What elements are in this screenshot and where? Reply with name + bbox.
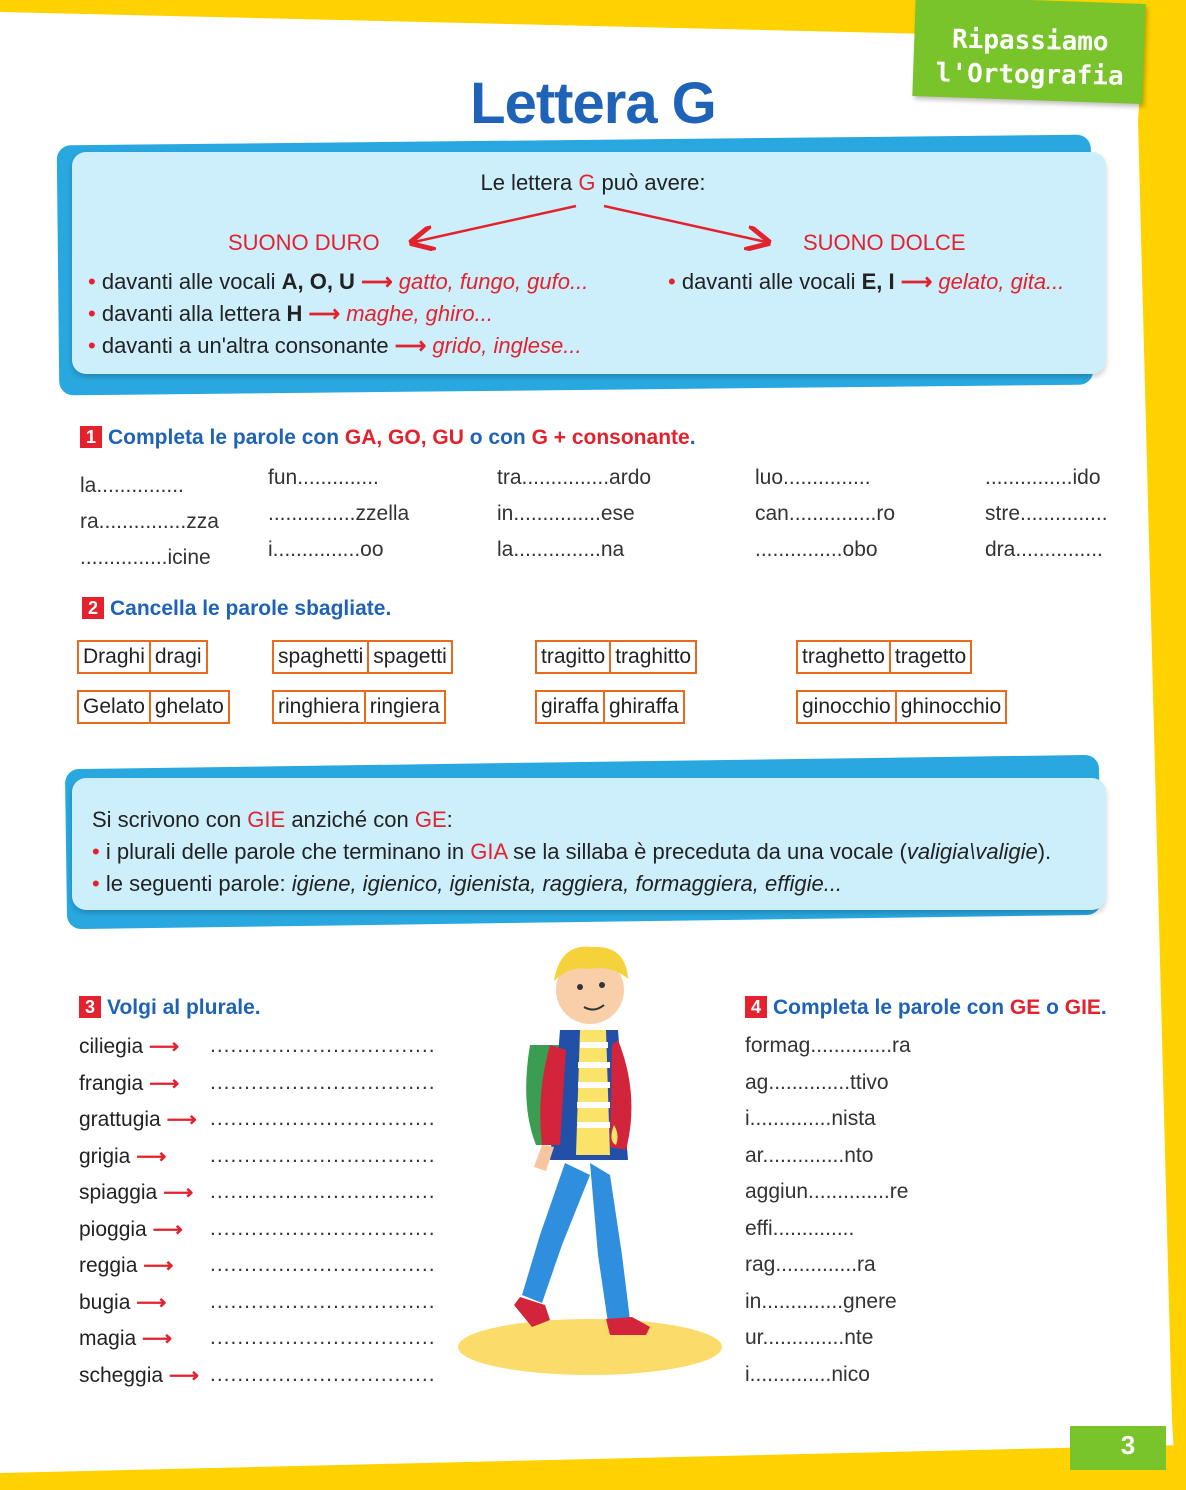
word-pair bbox=[77, 690, 230, 724]
fill-word[interactable]: ra...............zza bbox=[80, 510, 219, 533]
word-pair bbox=[796, 640, 972, 674]
word-pair bbox=[272, 640, 453, 674]
word-option[interactable]: ringiera bbox=[364, 692, 444, 722]
word-option[interactable]: ringhiera bbox=[278, 695, 360, 718]
fill-word[interactable]: tra...............ardo bbox=[497, 466, 652, 489]
gie-rule-2: • le seguenti parole: igiene, igienico, igienista, raggiera, formaggiera, effigie... bbox=[92, 871, 843, 896]
fill-word[interactable]: ...............obo bbox=[755, 538, 878, 561]
word-pair bbox=[535, 690, 685, 724]
ex3-number: 3 bbox=[79, 996, 101, 1018]
word-option[interactable]: tragetto bbox=[889, 642, 970, 672]
word-option[interactable]: ghinocchio bbox=[895, 692, 1005, 722]
word-option[interactable]: spaghetti bbox=[278, 645, 364, 668]
rule-intro bbox=[0, 170, 1186, 196]
list-item: bugia ⟶ bbox=[79, 1290, 167, 1314]
answer-line[interactable]: ................................. bbox=[210, 1362, 436, 1386]
list-item: reggia ⟶ bbox=[79, 1254, 174, 1277]
gie-rules bbox=[92, 804, 1051, 900]
duro-rule-1: • davanti alle vocali A, O, U ⟶ gatto, fungo, gufo... bbox=[88, 269, 589, 294]
word-option[interactable]: Gelato bbox=[83, 695, 145, 718]
word-option[interactable]: traghitto bbox=[609, 642, 695, 672]
ex3-heading: 3 Volgi al plurale. bbox=[79, 996, 261, 1020]
fill-word[interactable]: stre............... bbox=[985, 502, 1108, 525]
rule-intro-text: Le lettera bbox=[480, 170, 579, 195]
fill-word[interactable]: la...............na bbox=[497, 538, 625, 561]
word-option[interactable]: tragitto bbox=[541, 645, 606, 668]
list-item: scheggia ⟶ bbox=[79, 1363, 200, 1387]
word-pair bbox=[535, 640, 697, 674]
page-number: 3 bbox=[1120, 1430, 1136, 1460]
list-item: pioggia ⟶ bbox=[79, 1217, 183, 1241]
fill-word[interactable]: ar..............nto bbox=[745, 1143, 874, 1167]
answer-line[interactable]: ................................. bbox=[210, 1143, 436, 1167]
ex1-col-3 bbox=[497, 460, 651, 568]
gie-rule-1: • i plurali delle parole che terminano in GIA se la sillaba è preceduta da una vocale (valigia\valigie). bbox=[92, 839, 1052, 864]
frame-bottom-band bbox=[0, 1445, 1186, 1490]
fill-word[interactable]: rag..............ra bbox=[745, 1253, 876, 1276]
word-option[interactable]: giraffa bbox=[541, 695, 599, 718]
suono-duro-label: SUONO DURO bbox=[228, 230, 380, 255]
word-option[interactable]: traghetto bbox=[802, 645, 885, 668]
list-item: frangia ⟶ bbox=[79, 1071, 180, 1095]
word-pair bbox=[796, 690, 1007, 724]
ex3-answer-lines bbox=[210, 1034, 436, 1399]
fill-word[interactable]: ...............icine bbox=[80, 546, 211, 569]
list-item: grattugia ⟶ bbox=[79, 1108, 197, 1131]
fill-word[interactable]: ur..............nte bbox=[745, 1326, 874, 1349]
ex4-list bbox=[745, 1034, 911, 1399]
fill-word[interactable]: aggiun..............re bbox=[745, 1180, 909, 1203]
ex1-col-1 bbox=[80, 468, 219, 576]
boy-illustration bbox=[450, 935, 730, 1375]
list-item: spiaggia ⟶ bbox=[79, 1181, 194, 1204]
word-option[interactable]: spagetti bbox=[367, 642, 451, 672]
page-title: Lettera G bbox=[470, 71, 716, 136]
fill-word[interactable]: i..............nico bbox=[745, 1362, 870, 1386]
fill-word[interactable]: ...............ido bbox=[985, 466, 1101, 489]
answer-line[interactable]: ................................. bbox=[210, 1034, 436, 1057]
word-option[interactable]: ghelato bbox=[149, 692, 228, 722]
frame-right-band bbox=[1128, 0, 1186, 1490]
ex1-col-2 bbox=[268, 460, 409, 568]
ex3-list bbox=[79, 1034, 199, 1399]
ex1-col-4 bbox=[755, 460, 895, 568]
ex1-col-5 bbox=[985, 460, 1108, 568]
answer-line[interactable]: ................................. bbox=[210, 1289, 436, 1313]
ex2-number: 2 bbox=[82, 597, 104, 619]
answer-line[interactable]: ................................. bbox=[210, 1253, 436, 1276]
rule-intro-letter: G bbox=[578, 170, 596, 195]
dolce-rule: • davanti alle vocali E, I ⟶ gelato, gita... bbox=[668, 269, 1065, 294]
fill-word[interactable]: luo............... bbox=[755, 466, 871, 489]
arrow-to-dolce bbox=[604, 206, 766, 242]
fill-word[interactable]: in..............gnere bbox=[745, 1289, 897, 1313]
fill-word[interactable]: ...............zzella bbox=[268, 502, 410, 525]
fill-word[interactable]: effi.............. bbox=[745, 1216, 855, 1240]
gie-intro: Si scrivono con GIE anziché con GE: bbox=[92, 807, 453, 832]
duro-rules bbox=[88, 266, 588, 362]
answer-line[interactable]: ................................. bbox=[210, 1216, 436, 1240]
ex1-heading: 1 Completa le parole con GA, GO, GU o con G + consonante. bbox=[80, 426, 696, 450]
fill-word[interactable]: formag..............ra bbox=[745, 1034, 911, 1057]
word-option[interactable]: Draghi bbox=[83, 645, 145, 668]
answer-line[interactable]: ................................. bbox=[210, 1070, 436, 1094]
section-tag-line1: Ripassiamo bbox=[951, 24, 1109, 58]
rule-arrows bbox=[400, 198, 780, 254]
duro-rule-3: • davanti a un'altra consonante ⟶ grido, inglese... bbox=[88, 333, 582, 358]
ex4-heading: 4 Completa le parole con GE o GIE. bbox=[745, 996, 1107, 1020]
section-tag-line2: l'Ortografia bbox=[935, 58, 1124, 92]
fill-word[interactable]: i...............oo bbox=[268, 538, 384, 561]
ex1-number: 1 bbox=[80, 426, 102, 448]
answer-line[interactable]: ................................. bbox=[210, 1107, 436, 1130]
word-option[interactable]: dragi bbox=[149, 642, 206, 672]
fill-word[interactable]: can...............ro bbox=[755, 502, 896, 525]
word-option[interactable]: ghiraffa bbox=[603, 692, 683, 722]
fill-word[interactable]: la............... bbox=[80, 474, 184, 497]
rule-intro-end: può avere: bbox=[595, 170, 706, 195]
answer-line[interactable]: ................................. bbox=[210, 1180, 436, 1203]
word-option[interactable]: ginocchio bbox=[802, 695, 891, 718]
list-item: grigia ⟶ bbox=[79, 1144, 167, 1168]
ex2-heading: 2 Cancella le parole sbagliate. bbox=[82, 597, 391, 621]
fill-word[interactable]: dra............... bbox=[985, 538, 1103, 561]
fill-word[interactable]: fun.............. bbox=[268, 466, 379, 489]
word-pair bbox=[77, 640, 208, 674]
word-pair bbox=[272, 690, 446, 724]
fill-word[interactable]: in...............ese bbox=[497, 502, 635, 525]
ex4-number: 4 bbox=[745, 996, 767, 1018]
fill-word[interactable]: ag..............ttivo bbox=[745, 1070, 889, 1094]
answer-line[interactable]: ................................. bbox=[210, 1326, 436, 1349]
duro-rule-2: • davanti alla lettera H ⟶ maghe, ghiro... bbox=[88, 301, 493, 326]
suono-dolce-label: SUONO DOLCE bbox=[803, 230, 966, 255]
list-item: ciliegia ⟶ bbox=[79, 1035, 180, 1058]
arrow-to-duro bbox=[414, 206, 576, 242]
fill-word[interactable]: i..............nista bbox=[745, 1107, 876, 1130]
list-item: magia ⟶ bbox=[79, 1327, 173, 1350]
